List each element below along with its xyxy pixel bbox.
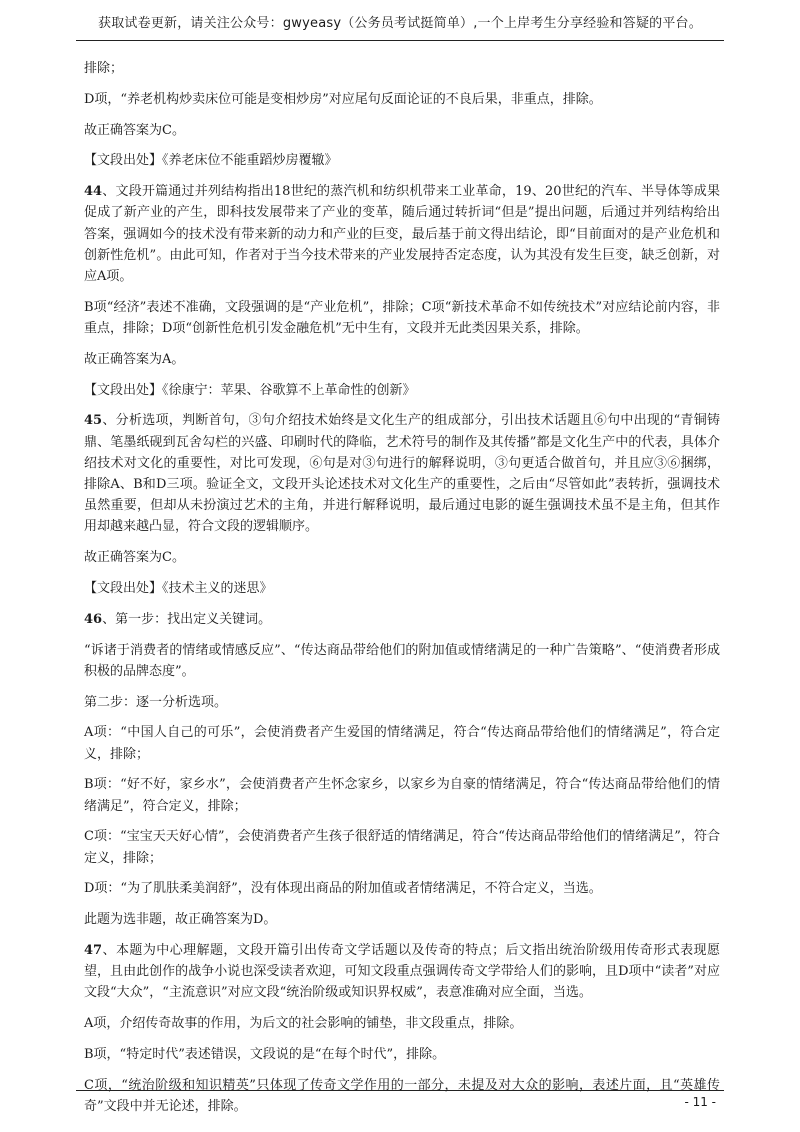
option-analysis: A项：“中国人自己的可乐”，会使消费者产生爱国的情绪满足，符合“传达商品带给他们的情绪满足”，符合定义，排除； <box>84 725 720 762</box>
option-analysis: C项：“宝宝天天好心情”，会使消费者产生孩子很舒适的情绪满足，符合“传达商品带给他们的情绪满足”，符合定义，排除； <box>84 829 720 866</box>
question-number: 44 <box>84 184 103 200</box>
answer-line: 故正确答案为C。 <box>84 122 185 138</box>
question-text: 、第一步：找出定义关键词。 <box>102 611 272 627</box>
page-number: - 11 - <box>684 1095 716 1109</box>
paragraph: 第二步：逐一分析选项。 <box>84 694 228 710</box>
source-line: 【文段出处】《技术主义的迷思》 <box>84 581 273 596</box>
paragraph: D项，“养老机构炒卖床位可能是变相炒房”对应尾句反面论证的不良后果，非重点，排除。 <box>84 91 602 107</box>
page-header: 获取试卷更新，请关注公众号：gwyeasy（公务员考试挺简单）,一个上岸考生分享经验和答疑的平台。 <box>98 16 702 31</box>
footer-divider <box>76 1090 724 1091</box>
option-analysis: D项：“为了肌肤柔美润舒”，没有体现出商品的附加值或者情绪满足，不符合定义，当选。 <box>84 881 602 897</box>
question-46-explanation <box>84 609 720 630</box>
answer-line: 故正确答案为C。 <box>84 550 185 566</box>
answer-line: 故正确答案为A。 <box>84 351 185 367</box>
option-analysis: A项，介绍传奇故事的作用，为后文的社会影响的铺垫，非文段重点，排除。 <box>84 1016 523 1032</box>
question-number: 46 <box>84 611 103 627</box>
question-text: 、分析选项，判断首句，③句介绍技术始终是文化生产的组成部分，引出技术话题且⑥句中出现的“青铜铸鼎、笔墨纸砚到瓦舍勾栏的兴盛、印刷时代的降临，艺术符号的制作及其传播”都是文化生产中的代表，具体介绍技术对文化的重要性，对比可发现，⑥句是对③句进行的解释说明，③句更适合做首句，并且应③⑥捆绑，排除A、B和D三项。验证全文，文段开头论述技术对文化生产的重要性，之后由“尽管如此”表转折，强调技术虽然重要，但却从未扮演过艺术的主角，并进行解释说明，最后通过电影的诞生强调技术虽不是主角，但其作用却越来越凸显，符合文段的逻辑顺序。 <box>84 413 720 535</box>
header-divider <box>76 40 724 41</box>
paragraph: B项“经济”表述不准确，文段强调的是“产业危机”，排除；C项“新技术革命不如传统技术”对应结论前内容，非重点，排除；D项“创新性危机引发金融危机”无中生有，文段并无此类因果关系，排除。 <box>84 299 720 336</box>
source-line: 【文段出处】《徐康宁：苹果、谷歌算不上革命性的创新》 <box>84 382 416 398</box>
question-number: 45 <box>84 413 103 429</box>
question-47-explanation <box>84 940 720 1004</box>
option-analysis: B项：“好不好，家乡水”，会使消费者产生怀念家乡，以家乡为自豪的情绪满足，符合“传达商品带给他们的情绪满足”，符合定义，排除； <box>84 777 720 814</box>
question-45-explanation <box>84 410 720 537</box>
question-44-explanation <box>84 181 720 287</box>
answer-line: 此题为选非题，故正确答案为D。 <box>84 912 277 928</box>
paragraph: 排除； <box>84 61 124 76</box>
option-analysis: C项，“统治阶级和知识精英”只体现了传奇文学作用的一部分，未提及对大众的影响，表述片面，且“英雄传奇”文段中并无论述，排除。 <box>84 1077 720 1114</box>
paragraph: “诉诸于消费者的情绪或情感反应”、“传达商品带给他们的附加值或情绪满足的一种广告策略”、“使消费者形成积极的品牌态度”。 <box>84 642 720 679</box>
question-number: 47 <box>84 942 103 958</box>
question-text: 、文段开篇通过并列结构指出18世纪的蒸汽机和纺织机带来工业革命，19、20世纪的汽车、半导体等成果促成了新产业的产生，即科技发展带来了产业的变革，随后通过转折词“但是”提出问题，后通过并列结构给出答案，强调如今的技术没有带来新的动力和产业的巨变，最后基于前文得出结论，即“目前面对的是产业危机和创新性危机”。由此可知，作者对于当今技术带来的产业发展持否定态度，认为其没有发生巨变，缺乏创新，对应A项。 <box>84 184 720 284</box>
source-line: 【文段出处】《养老床位不能重蹈炒房覆辙》 <box>84 153 338 169</box>
option-analysis: B项，“特定时代”表述错误，文段说的是“在每个时代”，排除。 <box>84 1046 446 1062</box>
question-text: 、本题为中心理解题，文段开篇引出传奇文学话题以及传奇的特点；后文指出统治阶级用传奇形式表现愿望，且由此创作的战争小说也深受读者欢迎，可知文段重点强调传奇文学带给人们的影响，且D项中“读者”对应文段“大众”，“主流意识”对应文段“统治阶级或知识界权威”，表意准确对应全面，当选。 <box>84 942 720 1001</box>
answer-explanations <box>84 58 720 1127</box>
